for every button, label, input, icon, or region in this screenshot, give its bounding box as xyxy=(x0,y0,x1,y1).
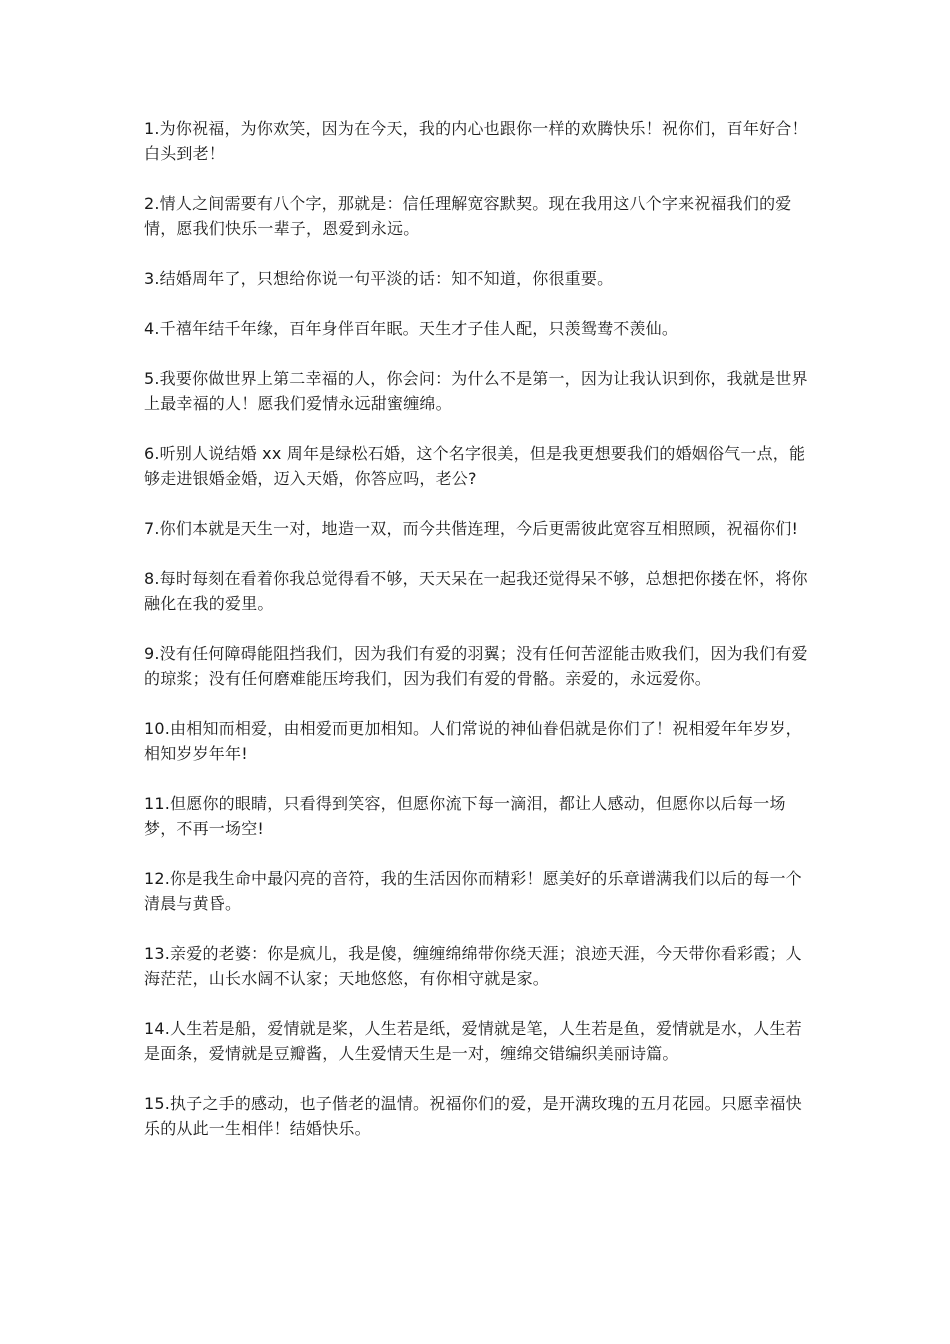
paragraph: 11.但愿你的眼睛，只看得到笑容，但愿你流下每一滴泪，都让人感动，但愿你以后每一场梦，不再一场空! xyxy=(144,794,786,838)
paragraph: 12.你是我生命中最闪亮的音符，我的生活因你而精彩！愿美好的乐章谱满我们以后的每一个清晨与黄昏。 xyxy=(144,869,802,913)
paragraph: 5.我要你做世界上第二幸福的人，你会问：为什么不是第一，因为让我认识到你，我就是世界上最幸福的人！愿我们爱情永远甜蜜缠绵。 xyxy=(144,369,808,413)
paragraph: 2.情人之间需要有八个字，那就是：信任理解宽容默契。现在我用这八个字来祝福我们的爱情，愿我们快乐一辈子，恩爱到永远。 xyxy=(144,194,792,238)
paragraph: 15.执子之手的感动，也子偕老的温情。祝福你们的爱，是开满玫瑰的五月花园。只愿幸福快乐的从此一生相伴！结婚快乐。 xyxy=(144,1094,802,1138)
paragraph: 1.为你祝福，为你欢笑，因为在今天，我的内心也跟你一样的欢腾快乐！祝你们，百年好合！白头到老！ xyxy=(144,119,808,163)
paragraph: 9.没有任何障碍能阻挡我们，因为我们有爱的羽翼；没有任何苦涩能击败我们，因为我们有爱的琼浆；没有任何磨难能压垮我们，因为我们有爱的骨骼。亲爱的，永远爱你。 xyxy=(144,644,808,688)
paragraph: 10.由相知而相爱，由相爱而更加相知。人们常说的神仙眷侣就是你们了！祝相爱年年岁岁，相知岁岁年年! xyxy=(144,719,802,763)
paragraph: 3.结婚周年了，只想给你说一句平淡的话：知不知道，你很重要。 xyxy=(144,269,614,288)
paragraph: 13.亲爱的老婆：你是疯儿，我是傻，缠缠绵绵带你绕天涯；浪迹天涯，今天带你看彩霞；人海茫茫，山长水阔不认家；天地悠悠，有你相守就是家。 xyxy=(144,944,802,988)
paragraph: 7.你们本就是天生一对，地造一双，而今共偕连理，今后更需彼此宽容互相照顾，祝福你们! xyxy=(144,519,799,538)
paragraph: 8.每时每刻在看着你我总觉得看不够，天天呆在一起我还觉得呆不够，总想把你搂在怀，将你融化在我的爱里。 xyxy=(144,569,808,613)
paragraph: 14.人生若是船，爱情就是桨，人生若是纸，爱情就是笔，人生若是鱼，爱情就是水，人生若是面条，爱情就是豆瓣酱，人生爱情天生是一对，缠绵交错编织美丽诗篇。 xyxy=(144,1019,802,1063)
paragraph: 4.千禧年结千年缘，百年身伴百年眠。天生才子佳人配，只羡鸳鸯不羡仙。 xyxy=(144,319,679,338)
document-body xyxy=(144,116,812,1166)
paragraph: 6.听别人说结婚 xx 周年是绿松石婚，这个名字很美，但是我更想要我们的婚姻俗气一点，能够走进银婚金婚，迈入天婚，你答应吗，老公? xyxy=(144,444,806,488)
